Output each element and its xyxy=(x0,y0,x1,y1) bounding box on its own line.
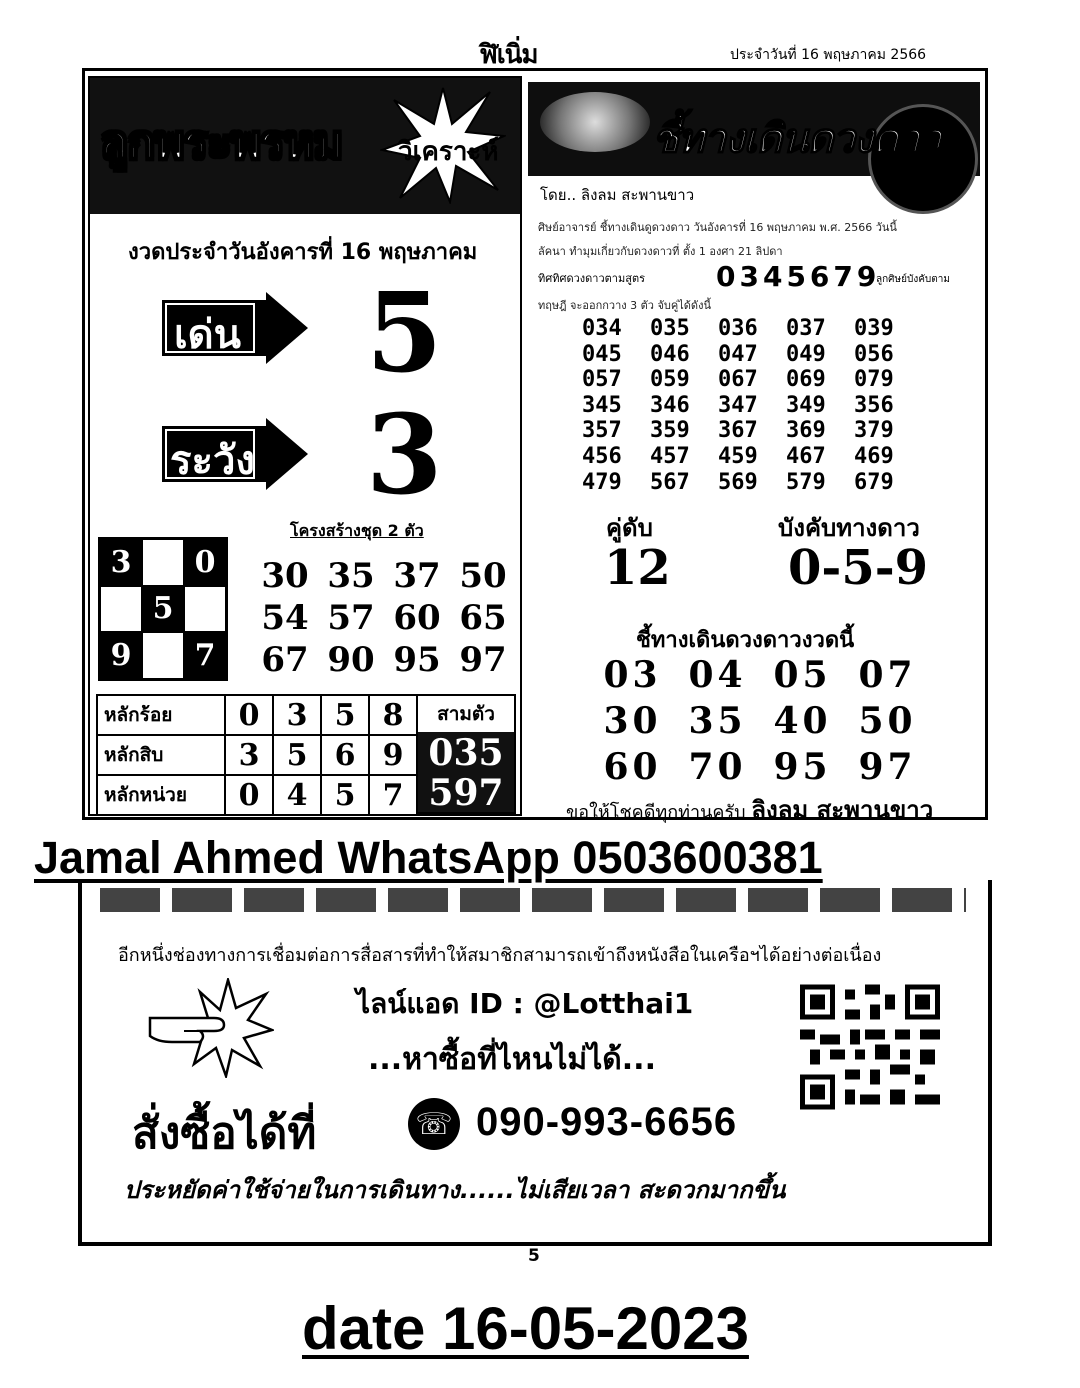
page-number: 5 xyxy=(528,1246,540,1266)
three-digit-title: สามตัว xyxy=(437,703,495,725)
pick-label-main: เด่น xyxy=(174,311,241,358)
guide-number: 30 xyxy=(603,700,662,742)
triple-number: 467 xyxy=(786,443,826,469)
checker-cell xyxy=(142,632,184,679)
order-phone-number: 090-993-6656 xyxy=(476,1100,738,1144)
cant-find-text: ...หาซื้อที่ไหนไม่ได้... xyxy=(368,1042,656,1077)
digit-cell: 5 xyxy=(321,775,369,815)
phone-icon: ☏ xyxy=(408,1098,460,1150)
triple-number: 046 xyxy=(650,341,690,367)
triple-number: 567 xyxy=(650,469,690,495)
triple-number: 356 xyxy=(854,392,894,418)
triple-number: 346 xyxy=(650,392,690,418)
digit-cell: 9 xyxy=(369,735,417,775)
two-digit-number: 54 xyxy=(261,598,309,638)
forced-label: บังคับทางดาว xyxy=(778,514,920,542)
key-digits: 0345679 xyxy=(716,260,881,293)
intro-text: ลัคนา ทำมุมเกี่ยวกับดวงดาวที่ ตั้ง 1 องศา 21 ลิปดา xyxy=(538,245,783,258)
issue-date: ประจำวันที่ 16 พฤษภาคม 2566 xyxy=(730,47,927,63)
grid-caption: โครงสร้างชุด 2 ตัว xyxy=(290,521,424,540)
triple-number: 347 xyxy=(718,392,758,418)
row-label: หลักร้อย xyxy=(97,695,225,735)
starburst-text: วิเคราะห์ xyxy=(398,137,499,167)
two-digit-number: 97 xyxy=(459,640,507,680)
author-byline: โดย.. ลิงลม สะพานขาว xyxy=(540,186,695,204)
masthead-logo: ฬิเนิ่ม xyxy=(480,40,538,70)
triple-number: 035 xyxy=(650,316,690,341)
triple-number: 469 xyxy=(854,443,894,469)
digit-checkerboard xyxy=(98,537,228,681)
key-digits-label: ทิศทิศดวงดาวตามสูตร xyxy=(538,272,645,285)
guide-number: 03 xyxy=(603,654,662,696)
guide-number: 70 xyxy=(688,746,747,788)
triple-number: 047 xyxy=(718,341,758,367)
right-banner-title: ชี้ทางเดินดวงดาว xyxy=(652,115,941,162)
pointing-hand-icon xyxy=(144,978,274,1078)
contact-watermark: Jamal Ahmed WhatsApp 0503600381 xyxy=(34,832,823,883)
guide-number: 07 xyxy=(858,654,917,696)
triple-number: 036 xyxy=(718,316,758,341)
two-digit-number: 37 xyxy=(393,556,441,596)
checker-cell: 3 xyxy=(100,539,142,586)
checker-cell: 0 xyxy=(184,539,226,586)
triple-number: 569 xyxy=(718,469,758,495)
guide-number: 04 xyxy=(688,654,747,696)
row-label: หลักสิบ xyxy=(97,735,225,775)
triple-number: 579 xyxy=(786,469,826,495)
triple-number: 067 xyxy=(718,367,758,393)
two-digit-number: 35 xyxy=(327,556,375,596)
table-row xyxy=(97,735,417,775)
two-digit-number: 67 xyxy=(261,640,309,680)
banner-glow-image xyxy=(540,92,650,152)
key-digits-tail: ลูกศิษย์บังคับตาม xyxy=(876,274,950,285)
triple-number: 379 xyxy=(854,418,894,444)
ad-strip-clip xyxy=(100,912,966,920)
qr-code-icon xyxy=(800,984,940,1110)
triple-number: 457 xyxy=(650,443,690,469)
checker-cell xyxy=(184,586,226,633)
checker-cell: 9 xyxy=(100,632,142,679)
two-digit-number: 60 xyxy=(393,598,441,638)
triple-number: 349 xyxy=(786,392,826,418)
two-digit-grid xyxy=(252,558,516,678)
two-digit-number: 57 xyxy=(327,598,375,638)
triple-number: 057 xyxy=(582,367,622,393)
triple-number: 679 xyxy=(854,469,894,495)
pick-digit-caution: 3 xyxy=(366,390,443,519)
left-banner-title: ลูกพระพรหม xyxy=(100,115,343,169)
pair-value: 12 xyxy=(604,540,671,596)
triple-number: 479 xyxy=(582,469,622,495)
two-digit-number: 90 xyxy=(327,640,375,680)
forced-value: 0-5-9 xyxy=(788,540,929,596)
savings-slogan: ประหยัดค่าใช้จ่ายในการเดินทาง......ไม่เสียเวลา สะดวกมากขึ้น xyxy=(124,1176,786,1204)
triple-number: 359 xyxy=(650,418,690,444)
digit-cell: 0 xyxy=(225,775,273,815)
two-digit-number: 65 xyxy=(459,598,507,638)
triple-number: 079 xyxy=(854,367,894,393)
guide-number: 35 xyxy=(688,700,747,742)
guide-number-grid xyxy=(590,652,930,790)
checker-cell: 5 xyxy=(142,586,184,633)
guide-number: 97 xyxy=(858,746,917,788)
blessing-text: ขอให้โชคดีทุกท่านครับ xyxy=(566,802,746,823)
two-digit-number: 50 xyxy=(459,556,507,596)
triple-number: 045 xyxy=(582,341,622,367)
digit-cell: 4 xyxy=(273,775,321,815)
digit-cell: 3 xyxy=(225,735,273,775)
draw-heading: งวดประจำวันอังคารที่ 16 พฤษภาคม xyxy=(128,240,478,265)
triple-number: 367 xyxy=(718,418,758,444)
pick-digit-main: 5 xyxy=(366,268,443,397)
pair-label: คู่ดับ xyxy=(606,514,653,542)
blessing-line xyxy=(566,790,933,829)
triple-number: 369 xyxy=(786,418,826,444)
digit-cell: 6 xyxy=(321,735,369,775)
checker-cell xyxy=(142,539,184,586)
triple-number: 069 xyxy=(786,367,826,393)
triple-number: 056 xyxy=(854,341,894,367)
three-digit-number: 035 xyxy=(428,732,504,774)
triple-number: 345 xyxy=(582,392,622,418)
guide-number: 40 xyxy=(773,700,832,742)
triple-number: 039 xyxy=(854,316,894,341)
table-row xyxy=(97,695,417,735)
triple-number: 059 xyxy=(650,367,690,393)
triple-number-grid xyxy=(582,316,922,495)
checker-cell: 7 xyxy=(184,632,226,679)
digit-position-table xyxy=(96,694,418,816)
digit-cell: 7 xyxy=(369,775,417,815)
intro-text: ศิษย์อาจารย์ ชี้ทางเดินดูดวงดาว วันอังคารที่ 16 พฤษภาคม พ.ศ. 2566 วันนี้ xyxy=(538,221,897,234)
blessing-name: ลิงลม สะพานขาว xyxy=(751,796,934,824)
pick-label-caution: ระวัง xyxy=(170,437,255,484)
digit-cell: 0 xyxy=(225,695,273,735)
triple-number: 049 xyxy=(786,341,826,367)
digit-cell: 3 xyxy=(273,695,321,735)
intro-text: ทฤษฎี จะออกกวาง 3 ตัว จับคู่ได้ดังนี้ xyxy=(538,299,711,312)
triple-number: 357 xyxy=(582,418,622,444)
digit-cell: 8 xyxy=(369,695,417,735)
digit-cell: 5 xyxy=(273,735,321,775)
triple-number: 034 xyxy=(582,316,622,341)
guide-heading: ชี้ทางเดินดวงดาวงวดนี้ xyxy=(636,628,855,653)
guide-number: 50 xyxy=(858,700,917,742)
promo-line: อีกหนึ่งช่องทางการเชื่อมต่อการสื่อสารที่ทำให้สมาชิกสามารถเข้าถึงหนังสือในเครือฯได้อย่างต่อเนื่อง xyxy=(118,945,882,966)
date-watermark: date 16-05-2023 xyxy=(302,1295,749,1362)
line-id: ไลน์แอด ID : @Lotthai1 xyxy=(356,987,694,1020)
order-label: สั่งซื้อได้ที่ xyxy=(132,1108,317,1159)
guide-number: 05 xyxy=(773,654,832,696)
row-label: หลักหน่วย xyxy=(97,775,225,815)
triple-number: 456 xyxy=(582,443,622,469)
two-digit-number: 30 xyxy=(261,556,309,596)
triple-number: 459 xyxy=(718,443,758,469)
digit-cell: 5 xyxy=(321,695,369,735)
table-row xyxy=(97,775,417,815)
guide-number: 60 xyxy=(603,746,662,788)
triple-number: 037 xyxy=(786,316,826,341)
checker-cell xyxy=(100,586,142,633)
two-digit-number: 95 xyxy=(393,640,441,680)
three-digit-number: 597 xyxy=(428,772,504,814)
guide-number: 95 xyxy=(773,746,832,788)
